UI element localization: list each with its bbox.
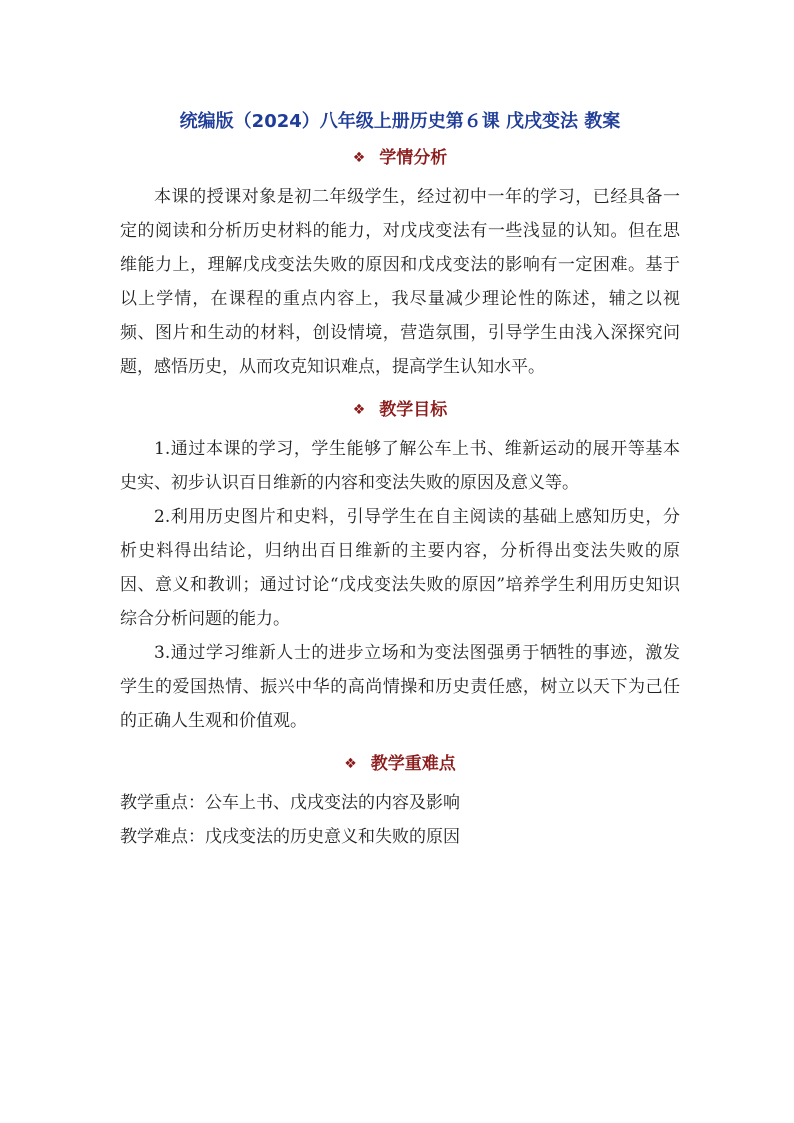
document-title: 统编版（2024）八年级上册历史第６课 戊戌变法 教案 (179, 111, 621, 132)
paragraph: 教学重点：公车上书、戊戌变法的内容及影响 (120, 793, 460, 813)
paragraph: 3.通过学习维新人士的进步立场和为变法图强勇于牺牲的事迹，激发学生的爱国热情、振兴中华的高尚情操和历史责任感，树立以天下为己任的正确人生观和价值观。 (120, 643, 680, 731)
section-heading-label: 学情分析 (379, 148, 448, 168)
document-content (120, 98, 680, 854)
paragraph: 本课的授课对象是初二年级学生，经过初中一年的学习，已经具备一定的阅读和分析历史材料的能力，对戊戌变法有一些浅显的认知。但在思维能力上，理解戊戌变法失败的原因和戊戌变法的影响有一定困难。基于以上学情，在课程的重点内容上，我尽量减少理论性的陈述，辅之以视频、图片和生动的材料，创设情境，营造氛围，引导学生由浅入深探究问题，感悟历史，从而攻克知识难点，提高学生认知水平。 (120, 187, 680, 377)
section-heading-label: 教学目标 (379, 400, 448, 420)
paragraph: 2.利用历史图片和史料，引导学生在自主阅读的基础上感知历史，分析史料得出结论，归纳出百日维新的主要内容，分析得出变法失败的原因、意义和教训；通过讨论“戊戌变法失败的原因”培养学生利用历史知识综合分析问题的能力。 (120, 507, 680, 629)
section-heading-learning-analysis (120, 142, 680, 174)
section-heading-key-points (120, 748, 680, 780)
diamond-bullet-icon: ❖ (344, 756, 357, 772)
paragraph: 教学难点：戊戌变法的历史意义和失败的原因 (120, 827, 460, 847)
section-heading-teaching-goals (120, 394, 680, 426)
section-heading-label: 教学重难点 (370, 754, 456, 774)
diamond-bullet-icon: ❖ (352, 150, 366, 166)
paragraph: 1.通过本课的学习，学生能够了解公车上书、维新运动的展开等基本史实、初步认识百日维新的内容和变法失败的原因及意义等。 (120, 439, 680, 493)
diamond-bullet-icon: ❖ (352, 402, 366, 418)
